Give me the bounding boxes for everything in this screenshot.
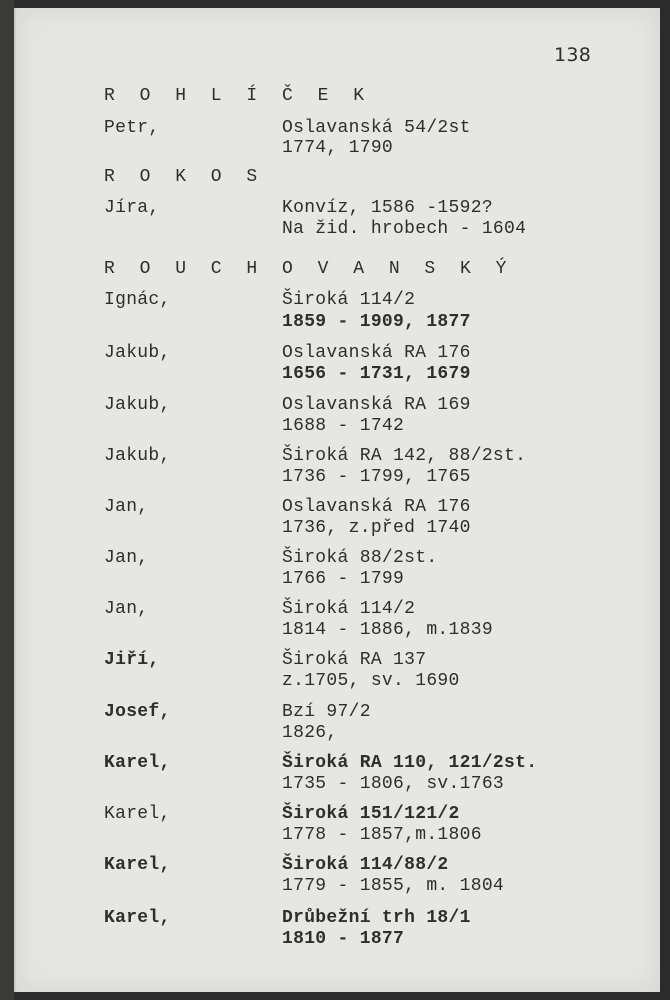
address: Oslavanská RA 176 (282, 497, 471, 517)
dates: z.1705, sv. 1690 (282, 671, 460, 691)
address: Široká RA 142, 88/2st. (282, 446, 527, 466)
surname-heading: R O U C H O V A N S K Ý (104, 259, 514, 279)
given-name: Jiří, (104, 650, 160, 670)
surname-heading: R O K O S (104, 167, 265, 187)
given-name: Jan, (104, 599, 149, 619)
address: Široká 114/88/2 (282, 855, 449, 875)
address: Konvíz, 1586 -1592? (282, 198, 493, 218)
dates: 1656 - 1731, 1679 (282, 364, 471, 384)
address: Drůbežní trh 18/1 (282, 908, 471, 928)
address: Široká RA 110, 121/2st. (282, 753, 538, 773)
dates: 1778 - 1857,m.1806 (282, 825, 482, 845)
given-name: Jakub, (104, 446, 171, 466)
dates: 1688 - 1742 (282, 416, 405, 436)
dates: 1735 - 1806, sv.1763 (282, 774, 505, 794)
given-name: Karel, (104, 855, 171, 875)
surname-heading: R O H L Í Č E K (104, 86, 372, 106)
given-name: Karel, (104, 908, 171, 928)
address: Široká 114/2 (282, 599, 416, 619)
given-name: Jan, (104, 497, 149, 517)
dates: 1779 - 1855, m. 1804 (282, 876, 505, 896)
given-name: Jan, (104, 548, 149, 568)
address: Oslavanská RA 169 (282, 395, 471, 415)
address: Bzí 97/2 (282, 702, 371, 722)
dates: 1814 - 1886, m.1839 (282, 620, 493, 640)
given-name: Jakub, (104, 395, 171, 415)
address: Široká RA 137 (282, 650, 427, 670)
given-name: Petr, (104, 118, 160, 138)
page-number: 138 (554, 44, 592, 66)
dates: 1736 - 1799, 1765 (282, 467, 471, 487)
dates: 1859 - 1909, 1877 (282, 312, 471, 332)
card-left-edge (0, 0, 14, 1000)
given-name: Karel, (104, 804, 171, 824)
given-name: Jakub, (104, 343, 171, 363)
address: Široká 114/2 (282, 290, 416, 310)
address: Široká 151/121/2 (282, 804, 460, 824)
dates: 1736, z.před 1740 (282, 518, 471, 538)
dates: 1766 - 1799 (282, 569, 405, 589)
dates: 1826, (282, 723, 338, 743)
dates: 1774, 1790 (282, 138, 394, 158)
address: Oslavanská RA 176 (282, 343, 471, 363)
address: Oslavanská 54/2st (282, 118, 471, 138)
dates: Na žid. hrobech - 1604 (282, 219, 527, 239)
given-name: Jíra, (104, 198, 160, 218)
given-name: Karel, (104, 753, 171, 773)
dates: 1810 - 1877 (282, 929, 405, 949)
address: Široká 88/2st. (282, 548, 438, 568)
given-name: Josef, (104, 702, 171, 722)
given-name: Ignác, (104, 290, 171, 310)
